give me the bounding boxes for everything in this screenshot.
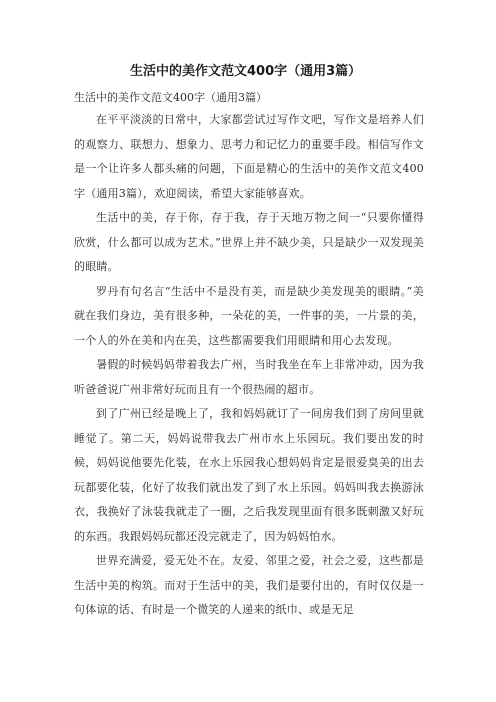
paragraph-world-of-love: 世界充满爱，爱无处不在。友爱、邻里之爱，社会之爱，这些都是生活中美的构筑。而对于生活中的美，我们是要付出的，有时仅仅是一句体谅的话、有时是一个微笑的人递来的纸巾、或是无足 [74,554,424,616]
paragraph-intro: 在平平淡淡的日常中，大家都尝试过写作文吧，写作文是培养人们的观察力、联想力、想象力、思考力和记忆力的重要手段。相信写作文是一个让许多人都头痛的问题，下面是精心的生活中的美作文范文400字（通用3篇），欢迎阅读，希望大家能够喜欢。 [74,113,424,200]
paragraph-beauty-everywhere: 生活中的美，存于你，存于我，存于天地万物之间一“只要你懂得欣赏，什么都可以成为艺术。”世界上并不缺少美，只是缺少一双发现美的眼睛。 [74,211,424,273]
document-subtitle: 生活中的美作文范文400字（通用3篇） [74,91,267,104]
paragraph-rodin-quote: 罗丹有句名言“生活中不是没有美，而是缺少美发现美的眼睛。”美就在我们身边，美有很多种，一朵花的美，一件事的美，一片景的美，一个人的外在美和内在美，这些都需要我们用眼睛和用心去发现。 [74,284,424,347]
paragraph-summer-trip: 暑假的时候妈妈带着我去广州，当时我坐在车上非常冲动，因为我听爸爸说广州非常好玩而且有一个很热闹的超市。 [74,358,424,396]
document-title: 生活中的美作文范文400字（通用3篇） [130,64,362,79]
document-page [74,62,424,623]
paragraph-water-park: 到了广州已经是晚上了，我和妈妈就订了一间房我们到了房间里就睡觉了。第二天，妈妈说带我去广州市水上乐园玩。我们要出发的时候，妈妈说他要先化装，在水上乐园我心想妈妈肯定是很爱臭美的出去玩都要化装，化好了妆我们就出发了到了水上乐园。妈妈叫我去换游泳衣，我换好了泳装我就走了一圈，之后我发现里面有很多既刺激又好玩的东西。我跟妈妈玩都还没完就走了，因为妈妈怕水。 [74,407,424,543]
